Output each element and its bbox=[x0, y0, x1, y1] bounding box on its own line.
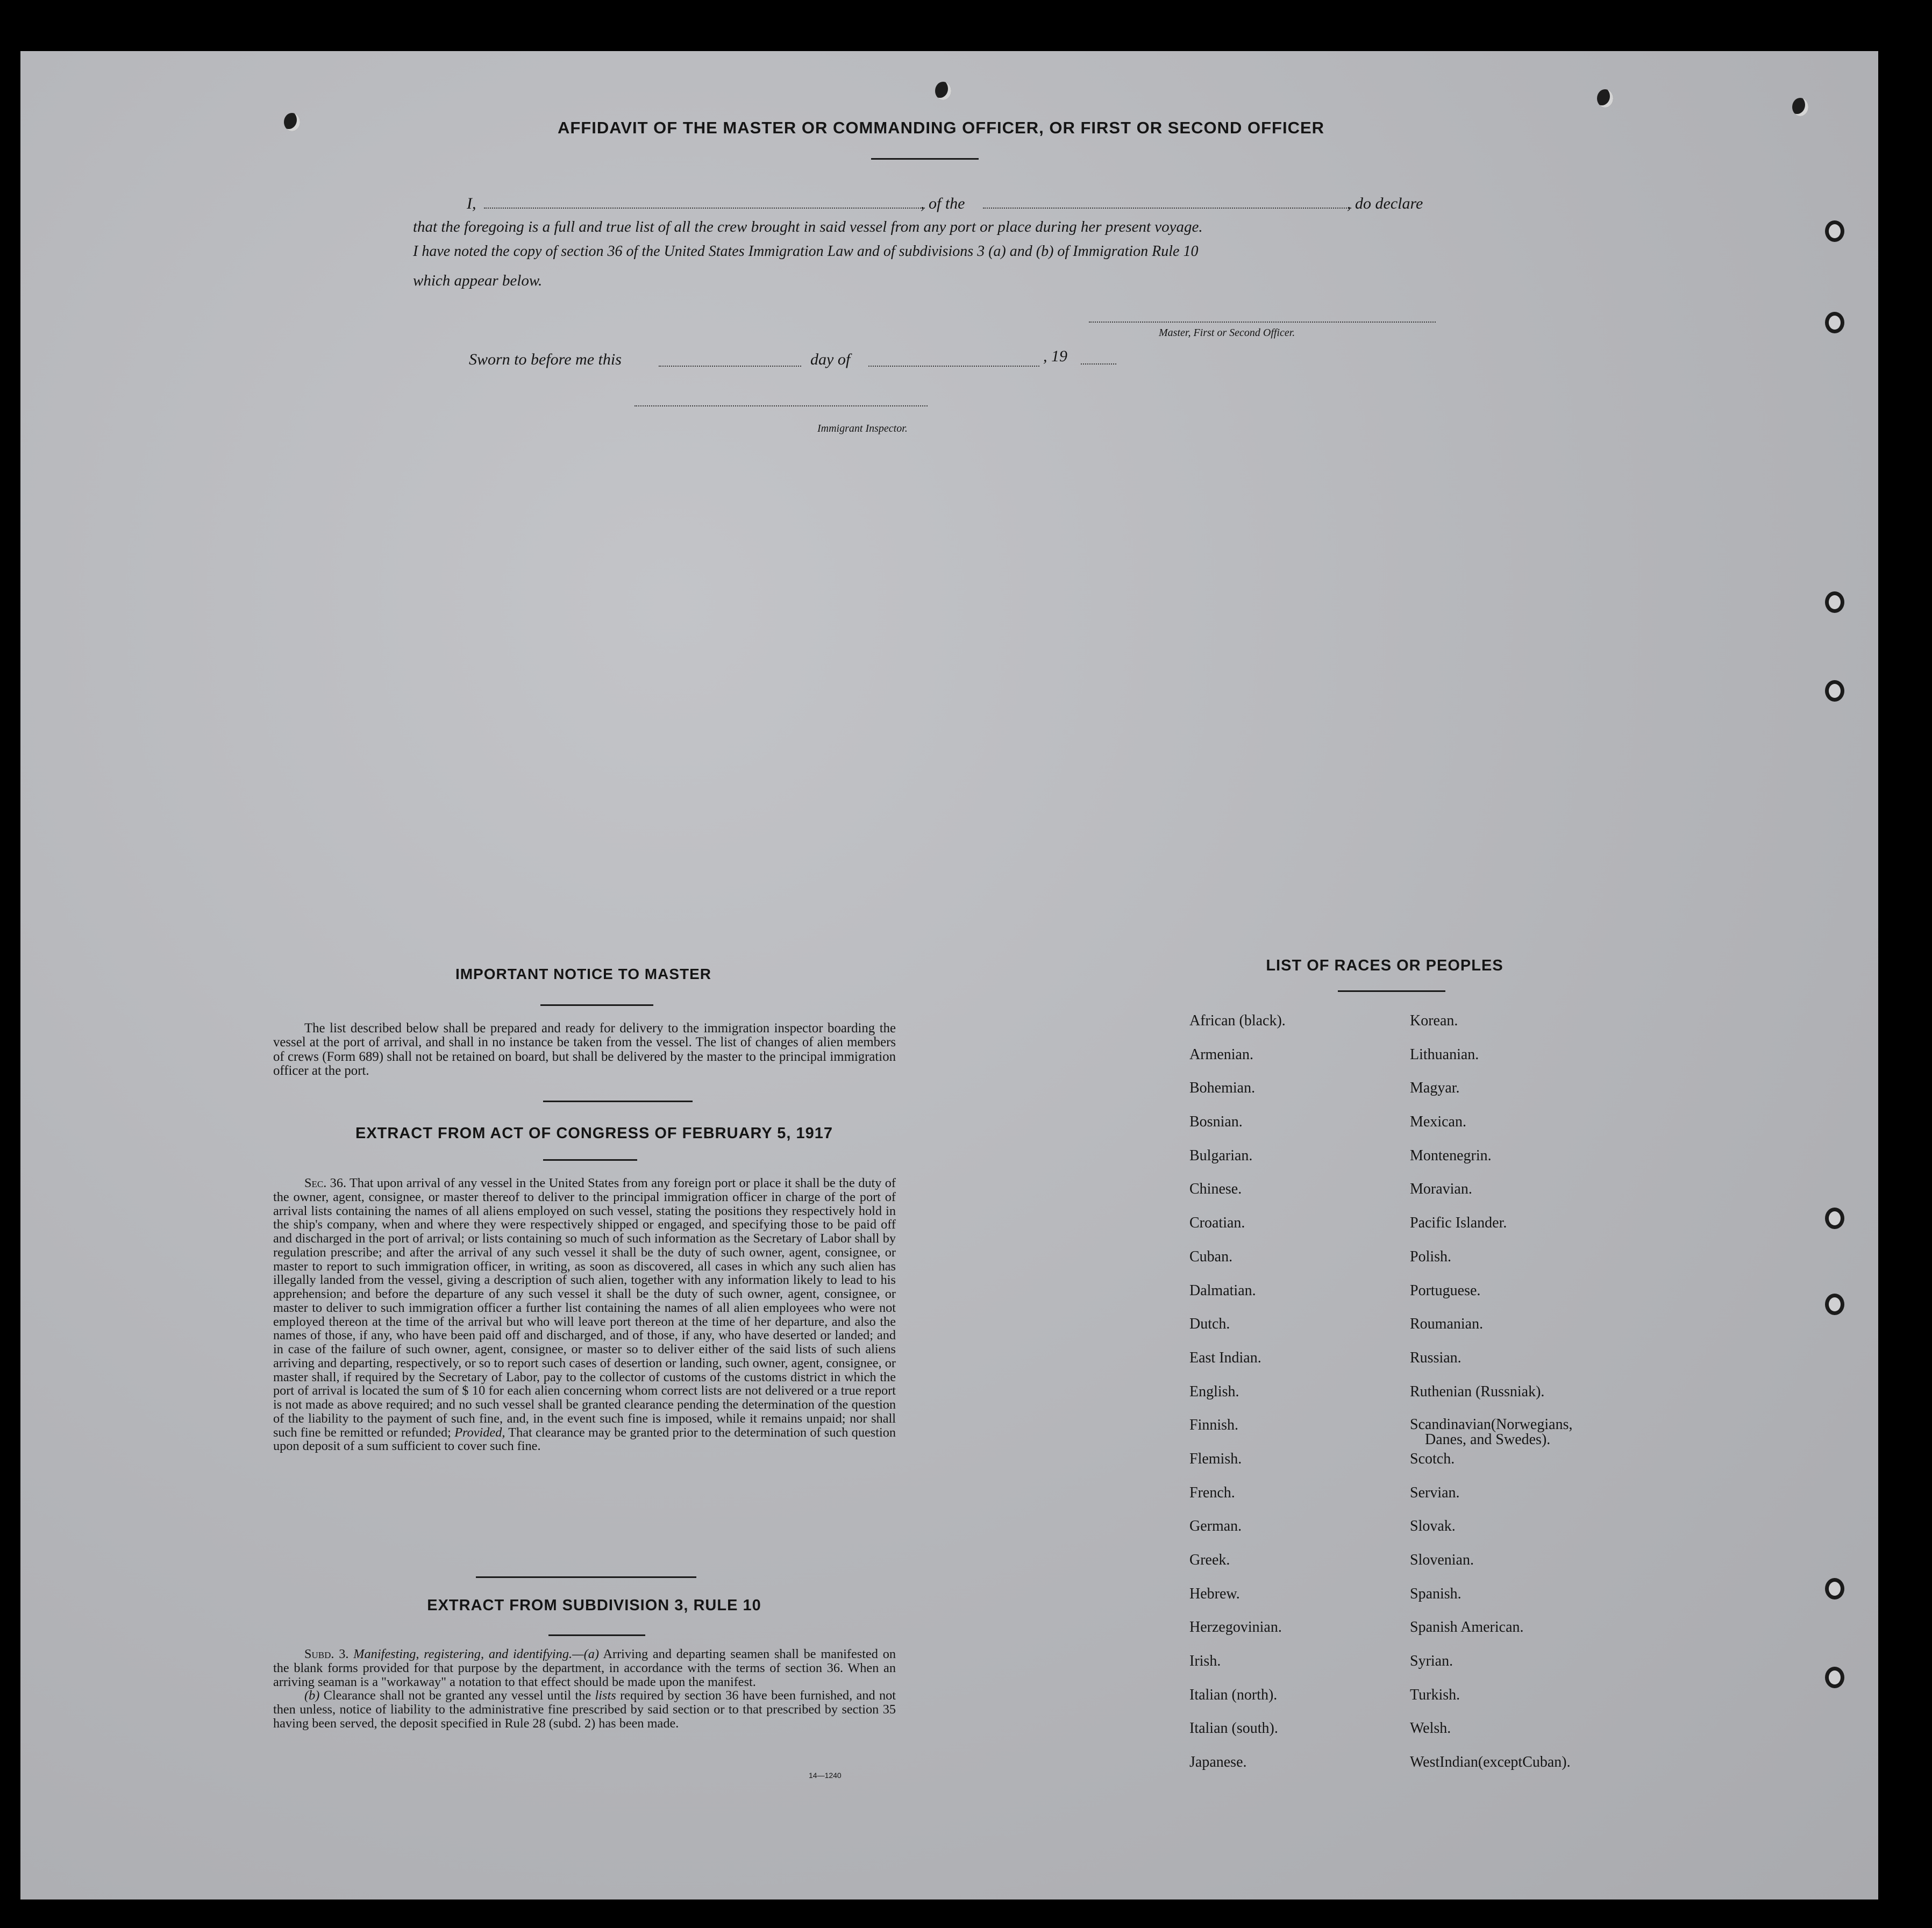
document-sheet bbox=[20, 51, 1878, 1900]
race-item: Dutch. bbox=[1189, 1316, 1230, 1333]
rule-title-rule bbox=[548, 1634, 645, 1636]
act-body bbox=[273, 1176, 896, 1453]
form-number: 14—1240 bbox=[809, 1771, 842, 1780]
notice-body bbox=[273, 1022, 896, 1078]
binder-hole bbox=[1825, 591, 1844, 613]
race-item: Turkish. bbox=[1410, 1686, 1460, 1703]
act-title-rule bbox=[543, 1159, 637, 1161]
act-divider bbox=[476, 1576, 696, 1578]
race-item: Roumanian. bbox=[1410, 1316, 1484, 1333]
affidavit-line-3: I have noted the copy of section 36 of the United States Immigration Law and of subdivisions 3 (a) and (b) of Immigration Rule 10 bbox=[413, 243, 1199, 260]
races-left-column bbox=[1189, 1013, 1286, 1788]
punch-hole bbox=[1597, 89, 1613, 108]
binder-hole bbox=[1825, 312, 1844, 333]
punch-hole bbox=[935, 82, 951, 100]
race-item-continuation: Danes, and Swedes). bbox=[1425, 1431, 1551, 1448]
affidavit-do-declare: , do declare bbox=[1347, 195, 1423, 212]
race-item: Syrian. bbox=[1410, 1653, 1453, 1670]
race-item: Pacific Islander. bbox=[1410, 1215, 1507, 1232]
rule-b-lists: lists bbox=[595, 1688, 616, 1703]
day-of-label: day of bbox=[810, 351, 851, 368]
race-item: Bohemian. bbox=[1189, 1080, 1256, 1097]
race-item: Croatian. bbox=[1189, 1215, 1245, 1232]
race-item: Portuguese. bbox=[1410, 1282, 1481, 1299]
race-item: French. bbox=[1189, 1484, 1235, 1501]
binder-hole bbox=[1825, 1294, 1844, 1315]
rule-subd-heading: Manifesting, registering, and identifying.—(a) bbox=[353, 1647, 599, 1661]
rule-a-text: Arriving and departing seamen shall be manifested on the blank forms provided for that purpose by the department, in accordance with the terms of section 36. When an arriving seaman is a "workaway" a notation to that effect should be made upon the manifest. bbox=[273, 1647, 896, 1689]
race-item: Herzegovinian. bbox=[1189, 1619, 1282, 1636]
rule-b-text-1: Clearance shall not be granted any vessel until the bbox=[323, 1688, 591, 1703]
affidavit-name-field[interactable] bbox=[484, 208, 925, 209]
race-item: Chinese. bbox=[1189, 1181, 1242, 1198]
race-item: Greek. bbox=[1189, 1552, 1230, 1568]
race-item: WestIndian(exceptCuban). bbox=[1410, 1754, 1571, 1771]
race-item: Flemish. bbox=[1189, 1450, 1242, 1467]
race-item: Scotch. bbox=[1410, 1450, 1455, 1467]
race-item: English. bbox=[1189, 1383, 1239, 1400]
race-item: Finnish. bbox=[1189, 1417, 1239, 1434]
race-item: Mexican. bbox=[1410, 1113, 1466, 1131]
race-item: African (black). bbox=[1189, 1012, 1286, 1029]
inspector-signature-field[interactable] bbox=[635, 405, 928, 406]
race-item: Armenian. bbox=[1189, 1046, 1253, 1063]
sworn-month-field[interactable] bbox=[868, 366, 1039, 367]
race-item: Servian. bbox=[1410, 1484, 1460, 1501]
race-item: Italian (north). bbox=[1189, 1686, 1278, 1703]
binder-hole bbox=[1825, 680, 1844, 702]
binder-hole bbox=[1825, 220, 1844, 242]
races-title: LIST OF RACES OR PEOPLES bbox=[1266, 957, 1503, 974]
binder-hole bbox=[1825, 1667, 1844, 1688]
race-item: Korean. bbox=[1410, 1012, 1458, 1029]
binder-hole bbox=[1825, 1208, 1844, 1229]
race-item: Bulgarian. bbox=[1189, 1147, 1253, 1164]
affidavit-vessel-field[interactable] bbox=[983, 208, 1351, 209]
affidavit-title-rule bbox=[871, 158, 979, 160]
race-item: Spanish American. bbox=[1410, 1619, 1524, 1636]
act-title: EXTRACT FROM ACT OF CONGRESS OF FEBRUARY 5, 1917 bbox=[355, 1125, 833, 1142]
notice-title-rule bbox=[540, 1004, 653, 1006]
race-item: Welsh. bbox=[1410, 1720, 1451, 1737]
race-item: German. bbox=[1189, 1518, 1242, 1535]
punch-hole bbox=[284, 113, 300, 131]
race-item: Montenegrin. bbox=[1410, 1147, 1492, 1164]
sworn-year-field[interactable] bbox=[1081, 363, 1116, 365]
act-provided: Provided, bbox=[454, 1425, 505, 1440]
affidavit-line-4: which appear below. bbox=[413, 272, 543, 289]
race-item: Dalmatian. bbox=[1189, 1282, 1256, 1299]
rule-body bbox=[273, 1647, 896, 1731]
race-item: Spanish. bbox=[1410, 1585, 1462, 1602]
race-item: Hebrew. bbox=[1189, 1585, 1240, 1602]
notice-title: IMPORTANT NOTICE TO MASTER bbox=[455, 966, 712, 982]
rule-title: EXTRACT FROM SUBDIVISION 3, RULE 10 bbox=[427, 1597, 761, 1614]
sworn-label: Sworn to before me this bbox=[469, 351, 622, 368]
rule-subd-label: Subd. 3. bbox=[304, 1647, 349, 1661]
race-item: Lithuanian. bbox=[1410, 1046, 1479, 1063]
affidavit-line-2: that the foregoing is a full and true list of all the crew brought in said vessel from any port or place during her present voyage. bbox=[413, 218, 1203, 235]
races-title-rule bbox=[1338, 990, 1445, 992]
punch-hole bbox=[1792, 98, 1808, 116]
rule-b-text-2: required by section 36 have been furnished, and not then unless, notice of liability to the administrative fine prescribed by said section or to that prescribed by section 35 having been served, the deposit specified in Rule 28 (subd. 2) has been made. bbox=[273, 1688, 896, 1731]
inspector-caption: Immigrant Inspector. bbox=[817, 423, 908, 434]
races-right-column bbox=[1410, 1013, 1572, 1788]
act-body-text-2: That clearance may be granted prior to the determination of such question upon deposit of a sum sufficient to cover such fine. bbox=[273, 1425, 896, 1454]
race-item: Japanese. bbox=[1189, 1754, 1247, 1771]
race-item-scandinavian bbox=[1410, 1417, 1572, 1451]
race-item: Scandinavian(Norwegians, bbox=[1410, 1416, 1573, 1433]
affidavit-i-label: I, bbox=[467, 195, 476, 212]
race-item: Magyar. bbox=[1410, 1080, 1460, 1097]
race-item: Irish. bbox=[1189, 1653, 1221, 1670]
binder-hole bbox=[1825, 1578, 1844, 1599]
race-item: East Indian. bbox=[1189, 1349, 1261, 1366]
race-item: Moravian. bbox=[1410, 1181, 1472, 1198]
rule-b-label: (b) bbox=[304, 1688, 320, 1703]
act-body-text-1: That upon arrival of any vessel in the United States from any foreign port or place it shall be the duty of the owner, agent, consignee, or master thereof to deliver to the principal immigration officer in charge of the port of arrival lists containing the names of all aliens employed on such vessel, stating the positions they respectively hold in the ship's company, when and where they were respectively shipped or engaged, and specifying those to be paid off and discharged in the port of arrival; or lists containing so much of such information as the Secretary of Labor shall by regulation prescribe; and after the arrival of any such vessel it shall be the duty of such owner, agent, consignee, or master to report to such immigration officer, in writing, as soon as discovered, all cases in which any such alien has illegally landed from the vessel, giving a description of such alien, together with any information likely to lead to his apprehension; and before the departure of any such vessel it shall be the duty of such owner, agent, consignee, or master to deliver to such immigration officer a further list containing the names of all alien employees who were not employed thereon at the time of the arrival but who will leave port thereon at the time of her departure, and also the names of those, if any, who have been paid off and discharged, and of those, if any, who have deserted or landed; and in case of the failure of such owner, agent, consignee, or master so to deliver either of the said lists of such aliens arriving and departing, respectively, or so to report such cases of desertion or landing, such owner, agent, consignee, or master shall, if required by the Secretary of Labor, pay to the collector of customs of the customs district in which the port of arrival is located the sum of $ 10 for each alien concerning whom correct lists are not delivered or a true report is not made as above required; and no such vessel shall be granted clearance pending the determination of the question of the liability to the payment of such fine, and, in the event such fine is imposed, while it remains unpaid; nor shall such fine be remitted or refunded; bbox=[273, 1176, 896, 1440]
notice-divider bbox=[543, 1101, 693, 1102]
race-item: Cuban. bbox=[1189, 1248, 1233, 1265]
race-item: Ruthenian (Russniak). bbox=[1410, 1383, 1545, 1400]
race-item: Italian (south). bbox=[1189, 1720, 1278, 1737]
notice-body-text: The list described below shall be prepared and ready for delivery to the immigration inspector boarding the vessel at the port of arrival, and shall in no instance be taken from the vessel. The list of changes of alien members of crews (Form 689) shall not be retained on board, but shall be delivered by the master to the principal immigration officer at the port. bbox=[273, 1021, 896, 1078]
race-item: Polish. bbox=[1410, 1248, 1452, 1265]
race-item: Slovenian. bbox=[1410, 1552, 1474, 1568]
year-label: , 19 bbox=[1043, 347, 1067, 365]
race-item: Russian. bbox=[1410, 1349, 1462, 1366]
master-signature-field[interactable] bbox=[1089, 322, 1436, 323]
act-sec-label: Sec. 36. bbox=[304, 1176, 347, 1190]
affidavit-title: AFFIDAVIT OF THE MASTER OR COMMANDING OFFICER, OR FIRST OR SECOND OFFICER bbox=[557, 118, 1325, 137]
affidavit-of-the: , of the bbox=[921, 195, 965, 212]
sworn-day-field[interactable] bbox=[659, 366, 801, 367]
race-item: Slovak. bbox=[1410, 1518, 1456, 1535]
master-signature-caption: Master, First or Second Officer. bbox=[1159, 327, 1295, 339]
race-item: Bosnian. bbox=[1189, 1113, 1243, 1131]
